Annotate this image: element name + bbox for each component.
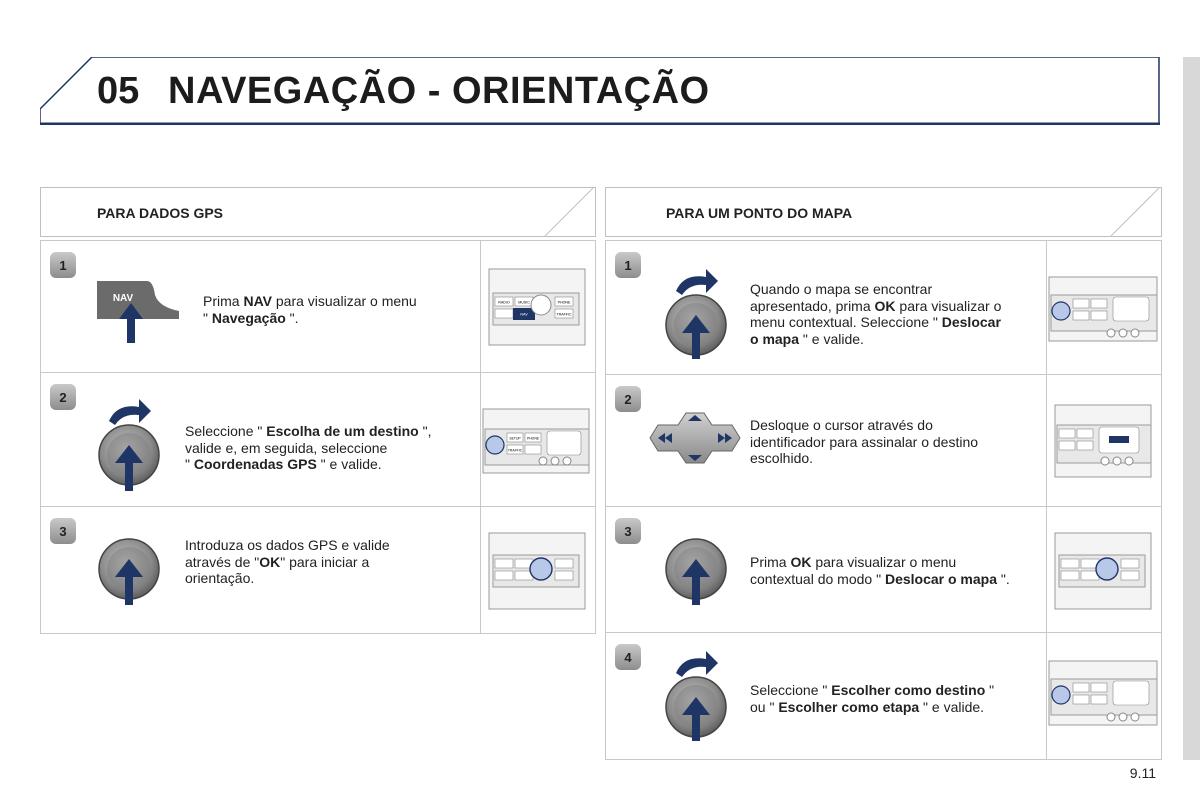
step-instruction: Seleccione " Escolher como destino " ou " Escolher como etapa " e valide. [750,682,995,715]
step-number-badge [614,385,642,413]
svg-text:3: 3 [624,524,632,539]
rotary-knob-icon [662,263,732,363]
radio-panel-thumbnail [480,507,595,633]
svg-text:NAV: NAV [112,293,134,304]
step-number: 1 [59,258,67,273]
section-header-corner [535,188,595,236]
radio-panel-thumbnail [1046,375,1161,507]
right-step-2 [605,374,1162,508]
step-number-badge [49,251,77,279]
left-step-2 [40,372,596,508]
left-step-3 [40,506,596,634]
step-number-badge [614,643,642,671]
left-step-1 [40,240,596,374]
svg-text:NAV: NAV [520,312,528,317]
rotary-knob-icon [662,535,732,607]
step-instruction: Quando o mapa se encontrar apresentado, prima OK para visualizar o menu contextual. Seleccione " Deslocar o mapa " e valide. [750,281,1002,347]
rotary-knob-icon [95,393,165,493]
radio-panel-thumbnail [480,373,595,507]
directional-pad-icon [648,411,742,465]
svg-text:4: 4 [624,650,632,665]
svg-text:TRAFFIC: TRAFFIC [507,448,523,453]
chapter-title: NAVEGAÇÃO - ORIENTAÇÃO [168,70,710,112]
radio-panel-thumbnail [1046,241,1161,375]
svg-text:TRAFFIC: TRAFFIC [556,312,572,317]
page-number: 9.11 [1129,765,1156,781]
svg-text:3: 3 [59,524,67,539]
step-number-badge [49,383,77,411]
svg-text:PHONE: PHONE [557,300,571,305]
right-step-4 [605,632,1162,760]
radio-panel-thumbnail [1046,633,1161,759]
svg-text:MUSIC: MUSIC [518,300,530,305]
section-header-corner [1101,188,1161,236]
svg-text:PHONE: PHONE [526,436,540,441]
radio-panel-thumbnail [1046,507,1161,633]
svg-text:1: 1 [624,258,632,273]
rotary-knob-icon [662,645,732,745]
step-number-badge [614,517,642,545]
radio-panel-thumbnail [480,241,595,373]
step-instruction: Introduza os dados GPS e valide através de "OK" para iniciar a orientação. [185,537,390,586]
step-number-badge [49,517,77,545]
svg-text:SETUP: SETUP [509,436,521,441]
left-section-title: PARA DADOS GPS [97,205,224,221]
step-instruction: Prima OK para visualizar o menu contextual do modo " Deslocar o mapa ". [750,554,1010,587]
chapter-number: 05 [97,70,140,112]
step-instruction: Seleccione " Escolha de um destino ", valide e, em seguida, seleccione " Coordenadas GPS " e valide. [185,423,432,472]
rotary-knob-icon [95,535,165,607]
svg-text:2: 2 [624,392,632,407]
right-step-1 [605,240,1162,376]
step-number-badge [614,251,642,279]
right-section-header [605,187,1162,237]
step-instruction: Prima NAV para visualizar o menu " Navegação ". [203,293,417,326]
left-section-header [40,187,596,237]
svg-text:2: 2 [59,390,67,405]
side-tab-strip [1183,57,1200,760]
step-instruction: Desloque o cursor através do identificador para assinalar o destino escolhido. [750,417,979,466]
right-step-3 [605,506,1162,634]
right-section-title: PARA UM PONTO DO MAPA [666,205,853,221]
svg-text:RADIO: RADIO [498,300,510,305]
nav-button-icon [93,277,183,347]
